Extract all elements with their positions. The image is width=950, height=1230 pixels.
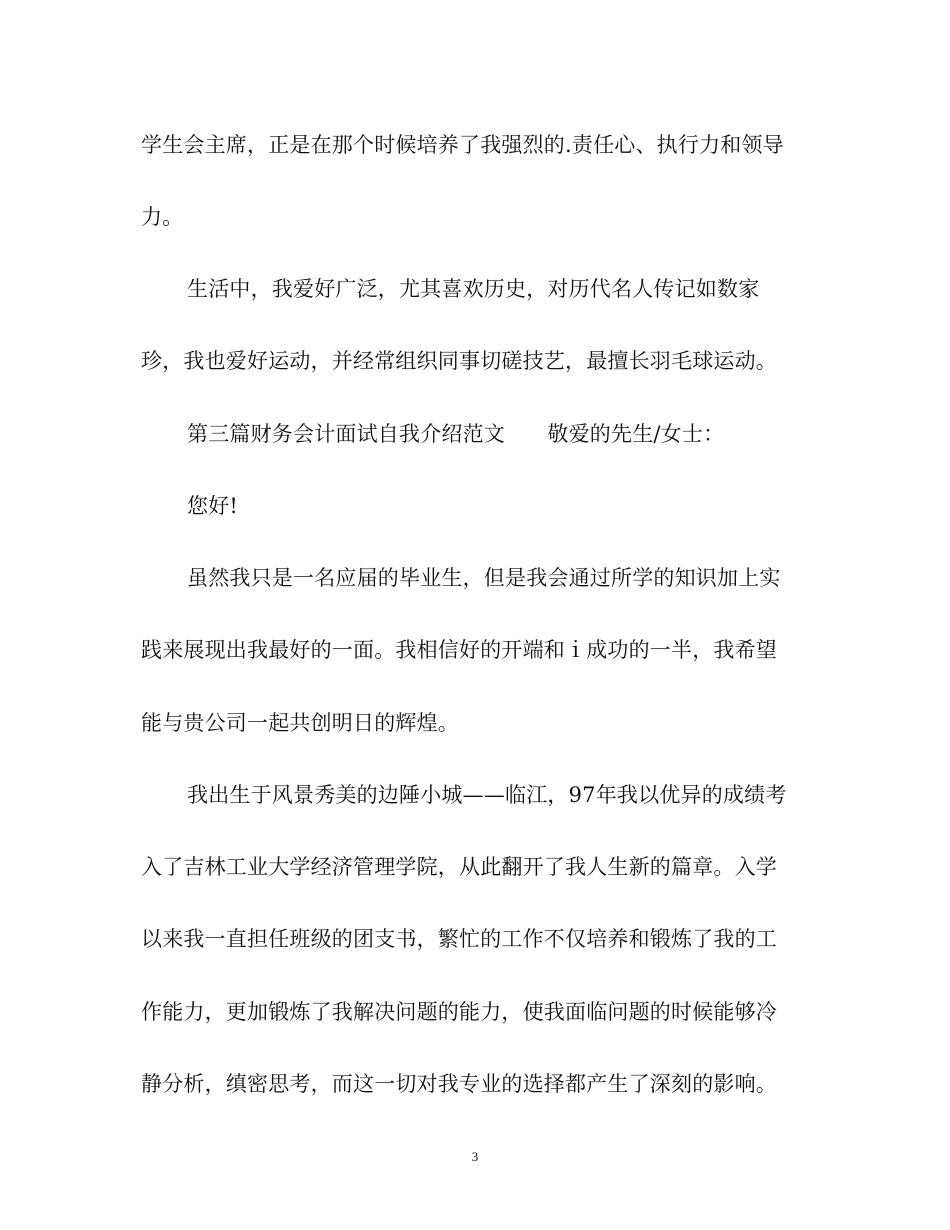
page-number: 3 [471, 1149, 479, 1164]
text-line-13: 作能力，更加锻炼了我解决问题的能力，使我面临问题的时候能够冷 [141, 1000, 777, 1024]
text-line-9: 能与贵公司一起共创明日的辉煌。 [141, 711, 459, 735]
text-line-7: 虽然我只是一名应届的毕业生，但是我会通过所学的知识加上实 [187, 566, 781, 590]
text-line-2: 力。 [141, 205, 184, 229]
text-line-11: 入了吉林工业大学经济管理学院，从此翻开了我人生新的篇章。入学 [141, 855, 777, 879]
text-line-8: 践来展现出我最好的一面。我相信好的开端和ｉ成功的一半，我希望 [141, 638, 777, 662]
text-line-1: 学生会主席，正是在那个时候培养了我强烈的.责任心、执行力和领导 [141, 133, 784, 157]
text-line-12: 以来我一直担任班级的团支书，繁忙的工作不仅培养和锻炼了我的工 [141, 927, 777, 951]
text-line-4: 珍，我也爱好运动，并经常组织同事切磋技艺，最擅长羽毛球运动。 [141, 349, 777, 373]
text-line-3: 生活中，我爱好广泛，尤其喜欢历史，对历代名人传记如数家 [187, 277, 760, 301]
text-line-14: 静分析，缜密思考，而这一切对我专业的选择都产生了深刻的影响。 [141, 1072, 777, 1096]
text-line-5: 第三篇财务会计面试自我介绍范文 敬爱的先生/女士： [187, 422, 725, 446]
text-line-6: 您好! [187, 494, 239, 518]
text-line-10: 我出生于风景秀美的边陲小城——临江，97年我以优异的成绩考 [187, 783, 787, 807]
